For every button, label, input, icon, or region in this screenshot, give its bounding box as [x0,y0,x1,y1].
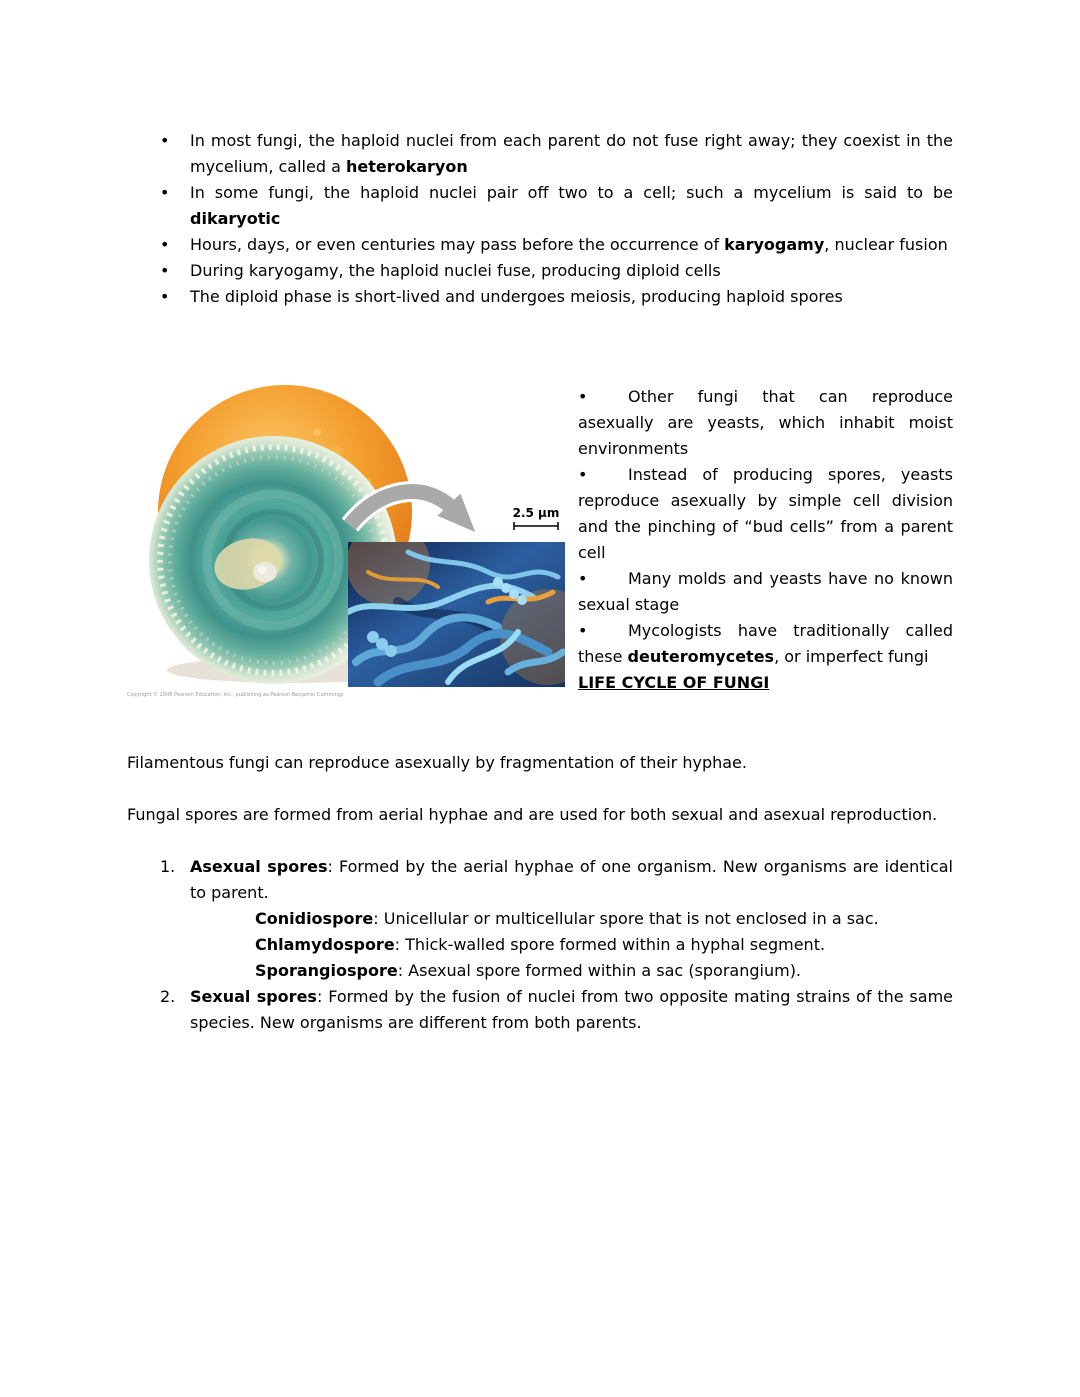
bullet-marker: • [160,131,170,150]
bullet-marker: • [578,465,588,484]
paragraph: Fungal spores are formed from aerial hyphae and are used for both sexual and asexual reproduction. [127,805,938,824]
bullet-item [127,258,953,284]
side-bullet-item [578,462,953,566]
bullet-text: During karyogamy, the haploid nuclei fuse, producing diploid cells [190,261,721,280]
bullet-item [127,284,953,310]
figure-copyright: Copyright © 2008 Pearson Education, Inc., publishing as Pearson Benjamin Cummings [127,692,344,698]
item-number: 2. [160,987,176,1006]
bullet-marker: • [160,183,170,202]
bullet-text: Other fungi that can reproduce asexually are yeasts, which inhabit moist environments [578,387,953,458]
scale-bar [512,521,560,531]
side-bullet-item [578,384,953,462]
bullet-marker: • [578,569,588,588]
numbered-item [127,984,953,1036]
item-number: 1. [160,857,176,876]
bullet-marker: • [578,387,588,406]
bullet-list [127,128,953,310]
bullet-marker: • [578,621,588,640]
item-text: Sexual spores: Formed by the fusion of nuclei from two opposite mating strains of the same species. New organisms are different from both parents. [190,987,954,1032]
sub-item-text: Chlamydospore: Thick-walled spore formed within a hyphal segment. [255,935,826,954]
side-bullet-item [578,566,953,618]
bullet-marker: • [160,261,170,280]
section-heading: LIFE CYCLE OF FUNGI [578,673,770,692]
side-bullet-list [578,384,953,696]
side-bullet-item [578,618,953,670]
bullet-marker: • [160,287,170,306]
sub-item-text: Conidiospore: Unicellular or multicellular spore that is not enclosed in a sac. [255,909,879,928]
bullet-item [127,232,953,258]
bullet-item [127,180,953,232]
bullet-text: In most fungi, the haploid nuclei from each parent do not fuse right away; they coexist in the mycelium, called a heterokaryon [190,131,953,176]
scale-label [510,506,562,531]
bullet-item [127,128,953,180]
numbered-list [127,854,953,1036]
bullet-text: The diploid phase is short-lived and undergoes meiosis, producing haploid spores [190,287,843,306]
item-text: Asexual spores: Formed by the aerial hyphae of one organism. New organisms are identical to parent. [190,857,954,902]
sub-item-text: Sporangiospore: Asexual spore formed within a sac (sporangium). [255,961,802,980]
scale-value: 2.5 μm [512,506,560,520]
numbered-item [127,854,953,906]
sub-item [127,906,953,932]
paragraph: Filamentous fungi can reproduce asexually by fragmentation of their hyphae. [127,753,747,772]
bullet-text: Hours, days, or even centuries may pass before the occurrence of karyogamy, nuclear fusion [190,235,948,254]
figure-section [127,382,953,730]
yeast-micrograph-image [348,542,565,687]
sub-item [127,958,953,984]
bullet-text: In some fungi, the haploid nuclei pair off two to a cell; such a mycelium is said to be dikaryotic [190,183,953,228]
sub-item [127,932,953,958]
bullet-text: Instead of producing spores, yeasts reproduce asexually by simple cell division and the pinching of “bud cells” from a parent cell [578,465,953,562]
bullet-marker: • [160,235,170,254]
bullet-text: Mycologists have traditionally called these deuteromycetes, or imperfect fungi [578,621,953,666]
bullet-text: Many molds and yeasts have no known sexual stage [578,569,953,614]
